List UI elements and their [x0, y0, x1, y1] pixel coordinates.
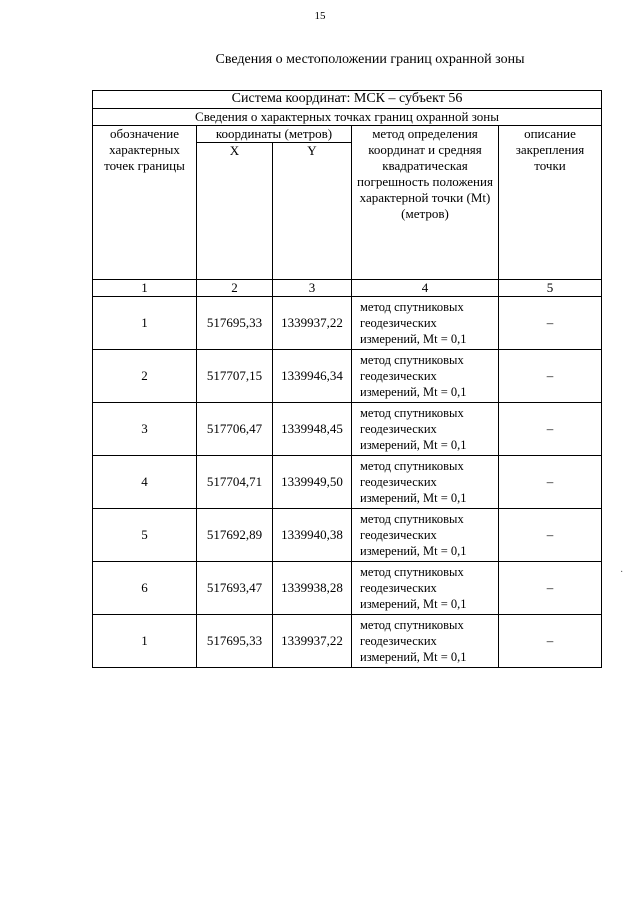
description-cell: –: [499, 350, 602, 403]
margin-mark: ·: [620, 567, 624, 578]
boundary-points-table: [92, 90, 602, 668]
header-description: описание закрепления точки: [499, 126, 602, 280]
method-cell: метод спутниковых геодезических измерений, Mt = 0,1: [352, 403, 499, 456]
header-point-designation: обозначение характерных точек границы: [93, 126, 197, 280]
x-coordinate-cell: 517695,33: [197, 297, 273, 350]
column-number: 1: [93, 280, 197, 297]
y-coordinate-cell: 1339937,22: [273, 615, 352, 668]
description-cell: –: [499, 456, 602, 509]
method-cell: метод спутниковых геодезических измерений, Mt = 0,1: [352, 350, 499, 403]
header-y: Y: [273, 143, 352, 280]
y-coordinate-cell: 1339949,50: [273, 456, 352, 509]
x-coordinate-cell: 517706,47: [197, 403, 273, 456]
method-cell: метод спутниковых геодезических измерений, Mt = 0,1: [352, 297, 499, 350]
description-cell: –: [499, 297, 602, 350]
method-cell: метод спутниковых геодезических измерений, Mt = 0,1: [352, 615, 499, 668]
table-row: [93, 615, 602, 668]
y-coordinate-cell: 1339948,45: [273, 403, 352, 456]
table-row: [93, 456, 602, 509]
table-row: [93, 562, 602, 615]
method-cell: метод спутниковых геодезических измерений, Mt = 0,1: [352, 562, 499, 615]
table-row: [93, 350, 602, 403]
method-cell: метод спутниковых геодезических измерений, Mt = 0,1: [352, 509, 499, 562]
x-coordinate-cell: 517695,33: [197, 615, 273, 668]
y-coordinate-cell: 1339940,38: [273, 509, 352, 562]
y-coordinate-cell: 1339938,28: [273, 562, 352, 615]
document-title: Сведения о местоположении границ охранной зоны: [215, 52, 525, 67]
description-cell: –: [499, 509, 602, 562]
table-row: [93, 509, 602, 562]
point-designation-cell: 4: [93, 456, 197, 509]
page-number: 15: [314, 10, 326, 22]
column-number: 3: [273, 280, 352, 297]
x-coordinate-cell: 517707,15: [197, 350, 273, 403]
header-coordinates: координаты (метров): [197, 126, 352, 143]
point-designation-cell: 5: [93, 509, 197, 562]
x-coordinate-cell: 517704,71: [197, 456, 273, 509]
description-cell: –: [499, 562, 602, 615]
table-row: [93, 297, 602, 350]
point-designation-cell: 6: [93, 562, 197, 615]
points-info-header: Сведения о характерных точках границ охранной зоны: [93, 109, 602, 126]
column-number: 4: [352, 280, 499, 297]
point-designation-cell: 3: [93, 403, 197, 456]
table-row: [93, 403, 602, 456]
point-designation-cell: 1: [93, 297, 197, 350]
point-designation-cell: 1: [93, 615, 197, 668]
column-number: 2: [197, 280, 273, 297]
header-x: X: [197, 143, 273, 280]
header-method: метод определения координат и средняя квадратическая погрешность положения характерной точки (Mt) (метров): [352, 126, 499, 280]
column-numbers-row: [93, 280, 602, 297]
description-cell: –: [499, 403, 602, 456]
point-designation-cell: 2: [93, 350, 197, 403]
y-coordinate-cell: 1339946,34: [273, 350, 352, 403]
description-cell: –: [499, 615, 602, 668]
coordinate-system-header: Система координат: МСК – субъект 56: [93, 91, 602, 109]
x-coordinate-cell: 517692,89: [197, 509, 273, 562]
x-coordinate-cell: 517693,47: [197, 562, 273, 615]
y-coordinate-cell: 1339937,22: [273, 297, 352, 350]
method-cell: метод спутниковых геодезических измерений, Mt = 0,1: [352, 456, 499, 509]
column-number: 5: [499, 280, 602, 297]
